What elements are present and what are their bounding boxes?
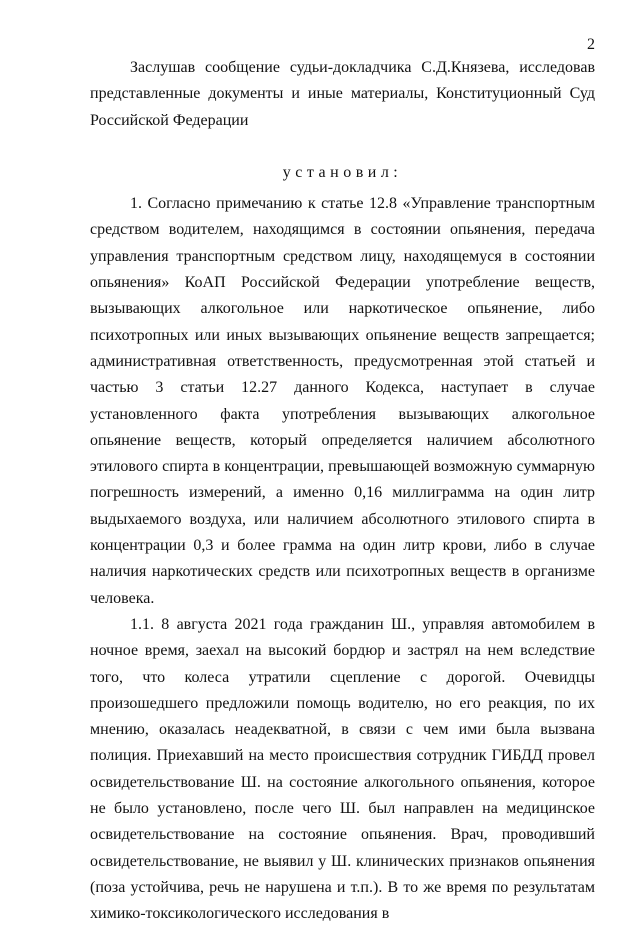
document-body [90, 55, 595, 928]
section-heading: установил: [282, 163, 403, 181]
page-number: 2 [587, 36, 595, 53]
paragraph-1-1: 1.1. 8 августа 2021 года гражданин Ш., управляя автомобилем в ночное время, заехал на высокий бордюр и застрял на нем вследствие того, что колеса утратили сцепление с дорогой. Очевидцы произошедшего предложили помощь водителю, но его реакция, по их мнению, оказалась неадекватной, в связи с чем ими была вызвана полиция. Приехавший на место происшествия сотрудник ГИБДД провел освидетельствование Ш. на состояние алкогольного опьянения, которое не было установлено, после чего Ш. был направлен на медицинское освидетельствование на состояние опьянения. Врач, проводивший освидетельствование, не выявил у Ш. клинических признаков опьянения (поза устойчива, речь не нарушена и т.п.). В то же время по результатам химико-токсикологического исследования в [90, 615, 595, 923]
intro-paragraph: Заслушав сообщение судьи-докладчика С.Д.Князева, исследовав представленные документы и иные материалы, Конституционный Суд Российской Федерации [90, 59, 595, 129]
paragraph-1: 1. Согласно примечанию к статье 12.8 «Управление транспортным средством водителем, находящимся в состоянии опьянения, передача управления транспортным средством лицу, находящемуся в состоянии опьянения» КоАП Российской Федерации употребление веществ, вызывающих алкогольное или наркотическое опьянение, либо психотропных или иных вызывающих опьянение веществ запрещается; административная ответственность, предусмотренная этой статьей и частью 3 статьи 12.27 данного Кодекса, наступает в случае установленного факта употребления вызывающих алкогольное опьянение веществ, который определяется наличием абсолютного этилового спирта в концентрации, превышающей возможную суммарную погрешность измерений, а именно 0,16 миллиграмма на один литр выдыхаемого воздуха, или наличием абсолютного этилового спирта в концентрации 0,3 и более грамма на один литр крови, либо в случае наличия наркотических средств или психотропных веществ в организме человека. [90, 195, 595, 607]
